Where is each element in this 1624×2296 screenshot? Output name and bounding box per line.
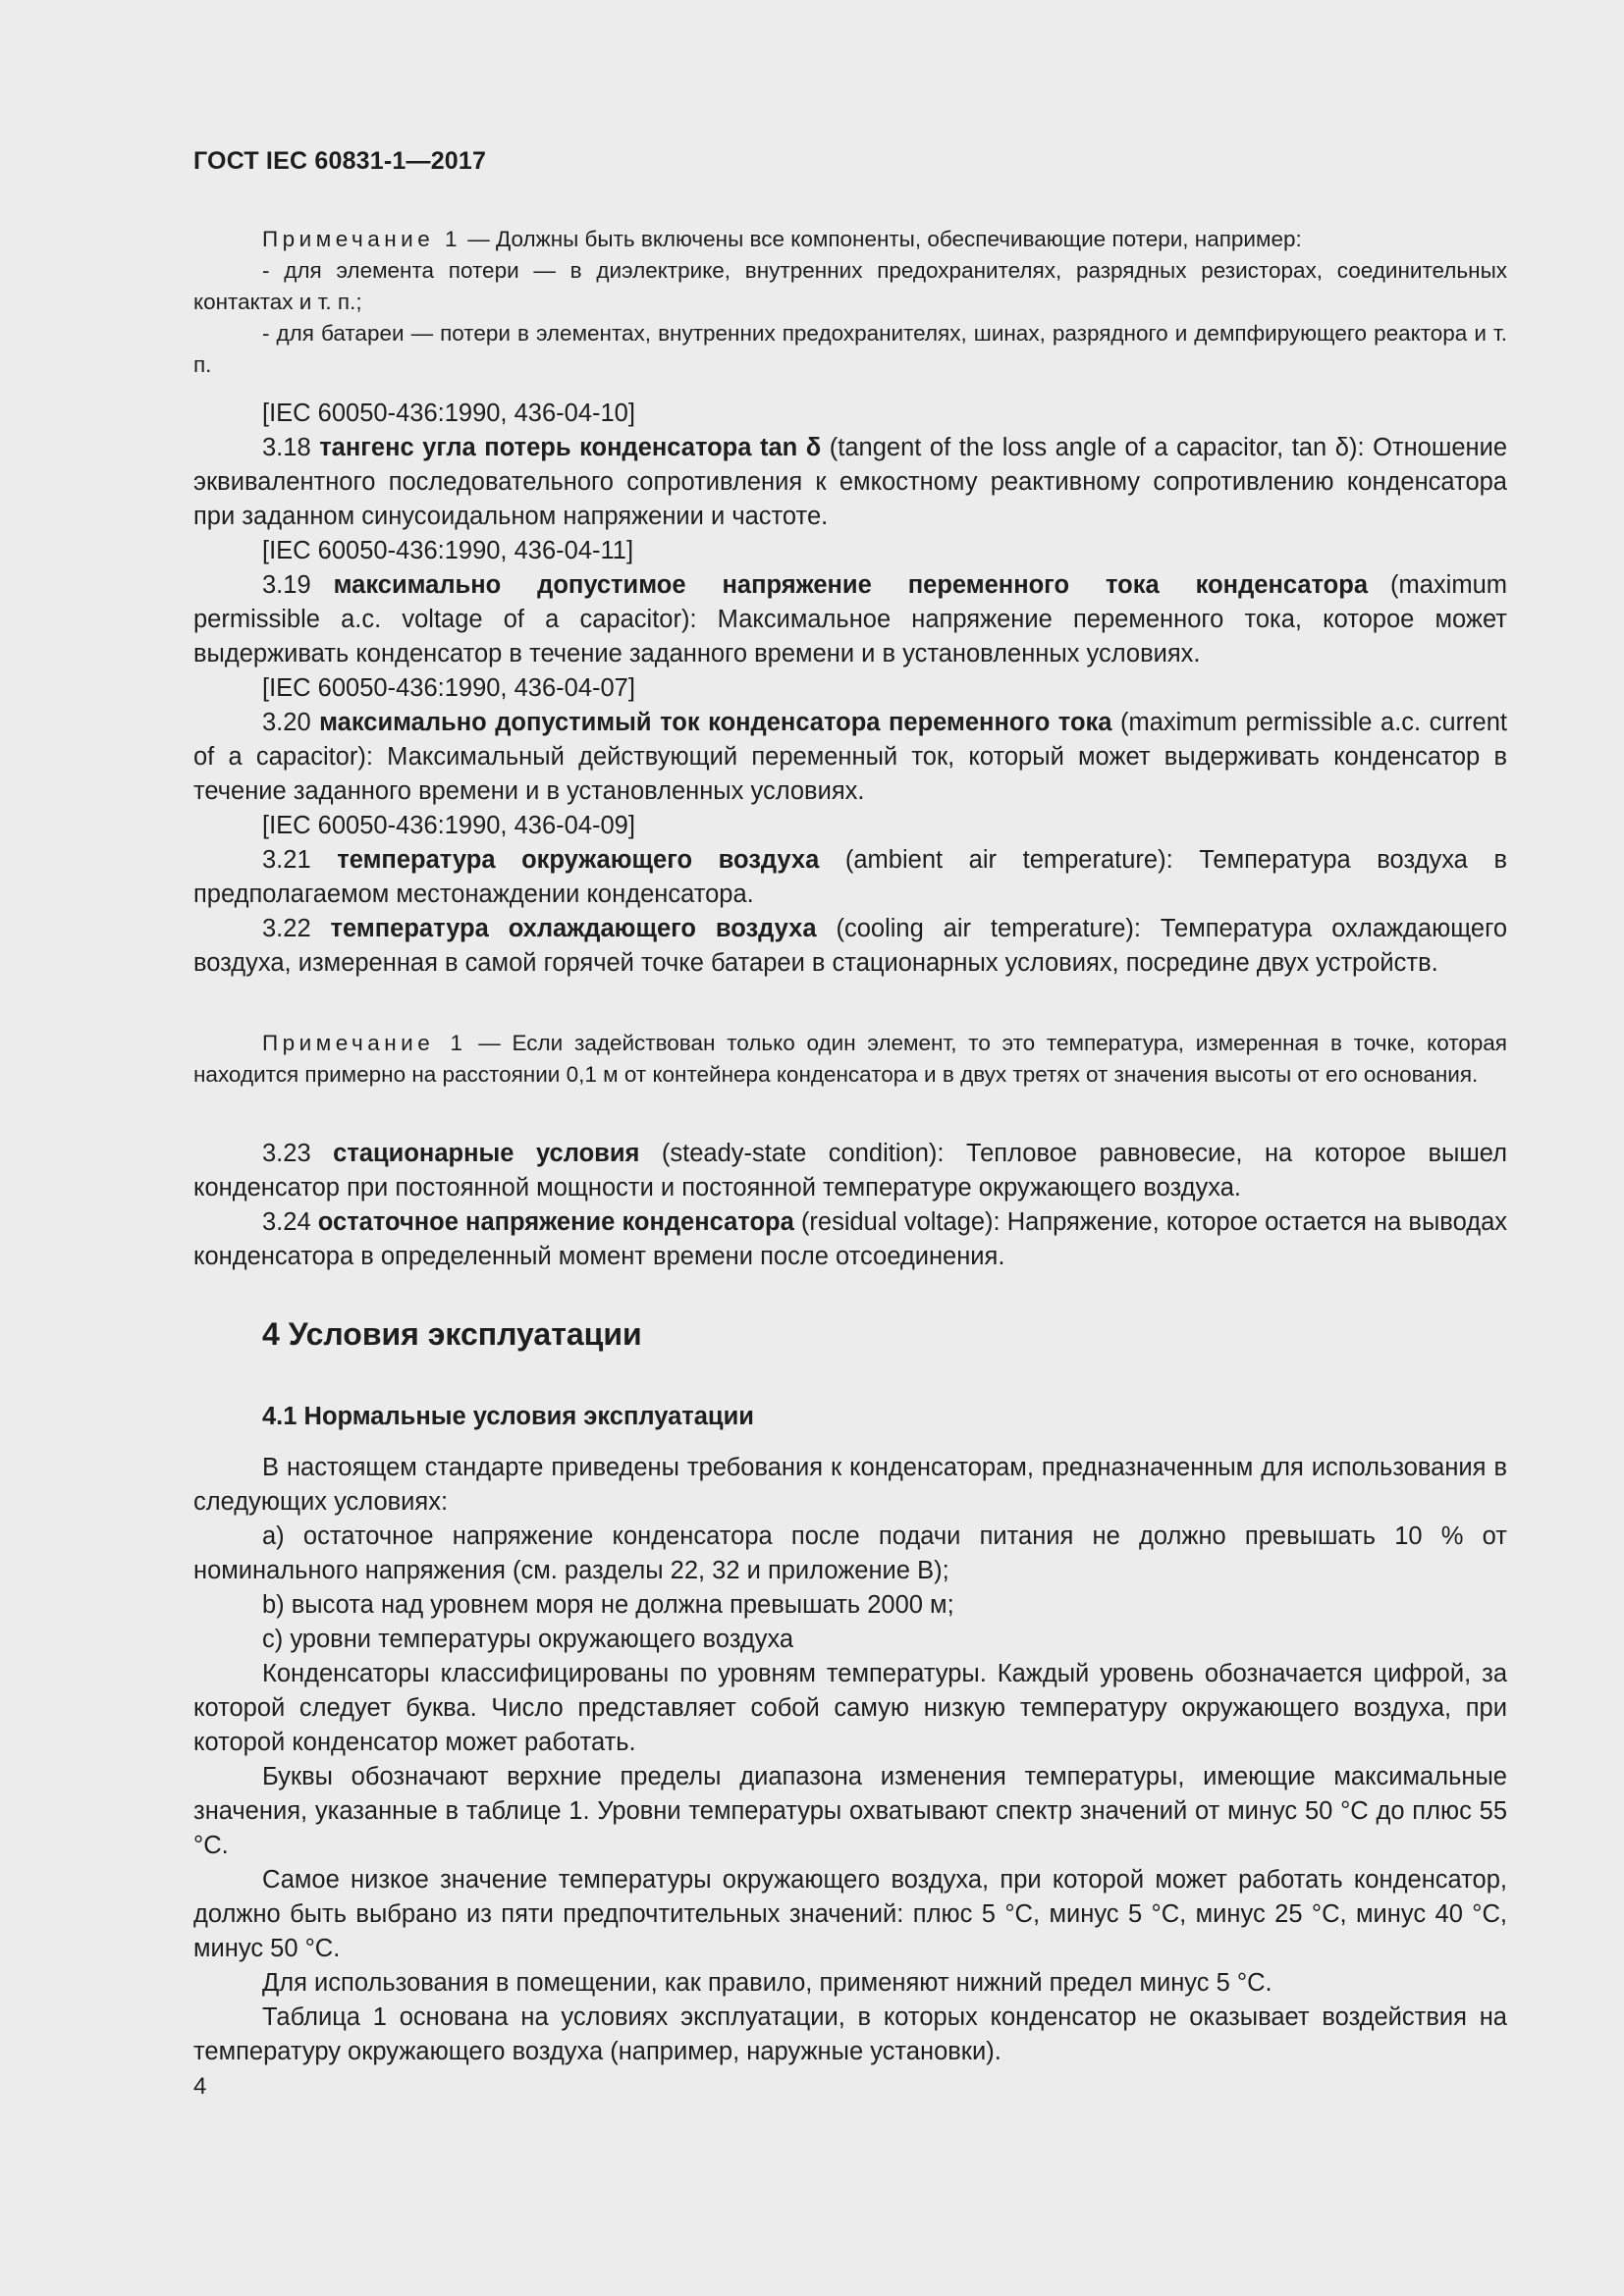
term-3-18: тангенс угла потерь конденсатора tan δ: [319, 434, 822, 461]
reference-436-04-07: [IEC 60050-436:1990, 436-04-07]: [262, 674, 635, 702]
term-3-20: максимально допустимый ток конденсатора переменного тока: [319, 709, 1112, 736]
section-4-title: 4 Условия эксплуатации: [262, 1316, 642, 1352]
paragraph-temperature-classes: Конденсаторы классифицированы по уровням температуры. Каждый уровень обозначается цифрой, за которой следует буква. Число представляет собой самую низкую температуру окружающего воздуха, при которой конденсатор может работать.: [193, 1660, 1507, 1756]
definition-3-21: 3.21 температура окружающего воздуха (ambient air temperature): Температура воздуха в предполагаемом местонаждении конденсатора.: [193, 846, 1507, 908]
definition-3-19: 3.19 максимально допустимое напряжение переменного тока конденсатора (maximum permissible a.c. voltage of a capacitor): Максимальное напряжение переменного тока, которое может выдерживать конденсатор в течение заданного времени и в установленных условиях.: [193, 571, 1508, 667]
term-3-23: стационарные условия: [333, 1140, 640, 1167]
note-1-line-element: - для элемента потери — в диэлектрике, внутренних предохранителях, разрядных резисторах, соединительных контактах и т. п.;: [193, 258, 1507, 314]
definition-3-22: 3.22 температура охлаждающего воздуха (cooling air temperature): Температура охлаждающего воздуха, измеренная в самой горячей точке батареи в стационарных условиях, посредине двух устройств.: [193, 915, 1507, 977]
page-number: 4: [193, 2073, 207, 2100]
section-4-1-intro: В настоящем стандарте приведены требования к конденсаторам, предназначенным для использования в следующих условиях:: [193, 1454, 1507, 1516]
paragraph-table-1: Таблица 1 основана на условиях эксплуатации, в которых конденсатор не оказывает воздействия на температуру окружающего воздуха (например, наружные установки).: [193, 2003, 1507, 2065]
definition-3-18: 3.18 тангенс угла потерь конденсатора tan δ (tangent of the loss angle of a capacitor, tan δ): Отношение эквивалентного последовательного сопротивления к емкостному реактивному сопротивлению конденсатора при заданном синусоидальном напряжении и частоте.: [193, 434, 1508, 530]
term-3-22: температура охлаждающего воздуха: [330, 915, 817, 942]
condition-item-a: a) остаточное напряжение конденсатора после подачи питания не должно превышать 10 % от номинального напряжения (см. разделы 22, 32 и приложение В);: [193, 1522, 1507, 1584]
paragraph-letters: Буквы обозначают верхние пределы диапазона изменения температуры, имеющие максимальные значения, указанные в таблице 1. Уровни температуры охватывают спектр значений от минус 50 °С до плюс 55 °С.: [193, 1763, 1507, 1859]
section-4-1-body: [193, 1451, 1507, 2069]
section-4-1-title: 4.1 Нормальные условия эксплуатации: [262, 1403, 754, 1430]
document-header: ГОСТ IEC 60831-1—2017: [193, 147, 487, 175]
reference-436-04-11: [IEC 60050-436:1990, 436-04-11]: [262, 537, 634, 564]
definitions-block-2: [193, 1137, 1507, 1274]
term-3-19: максимально допустимое напряжение переменного тока конденсатора: [333, 571, 1369, 599]
term-3-21: температура окружающего воздуха: [337, 846, 820, 874]
note-1: [193, 224, 1507, 381]
reference-436-04-10: [IEC 60050-436:1990, 436-04-10]: [262, 400, 635, 427]
note-1-intro: Примечание 1 — Должны быть включены все компоненты, обеспечивающие потери, например:: [262, 227, 1302, 251]
paragraph-indoor: Для использования в помещении, как правило, применяют нижний предел минус 5 °С.: [262, 1969, 1272, 1997]
condition-item-c: c) уровни температуры окружающего воздуха: [262, 1626, 794, 1653]
note-1-line-battery: - для батареи — потери в элементах, внутренних предохранителях, шинах, разрядного и демпфирующего реактора и т. п.: [193, 321, 1507, 377]
note-2-label: Примечание 1: [262, 1031, 467, 1055]
paragraph-lowest-value: Самое низкое значение температуры окружающего воздуха, при которой может работать конденсатор, должно быть выбрано из пяти предпочтительных значений: плюс 5 °С, минус 5 °С, минус 25 °С, минус 40 °С, минус 50 °С.: [193, 1866, 1507, 1962]
definition-3-24: 3.24 остаточное напряжение конденсатора (residual voltage): Напряжение, которое остается на выводах конденсатора в определенный момент времени после отсоединения.: [193, 1208, 1508, 1270]
definition-3-20: 3.20 максимально допустимый ток конденсатора переменного тока (maximum permissible a.c. current of a capacitor): Максимальный действующий переменный ток, который может выдерживать конденсатор в течение заданного времени и в установленных условиях.: [193, 709, 1508, 805]
note-1-label: Примечание 1: [262, 227, 461, 251]
definitions-block: [193, 397, 1507, 981]
definition-3-23: 3.23 стационарные условия (steady-state condition): Тепловое равновесие, на которое вышел конденсатор при постоянной мощности и постоянной температуре окружающего воздуха.: [193, 1140, 1507, 1201]
note-2: [193, 1028, 1507, 1091]
term-3-24: остаточное напряжение конденсатора: [317, 1208, 794, 1236]
note-2-text: Примечание 1 — Если задействован только один элемент, то это температура, измеренная в точке, которая находится примерно на расстоянии 0,1 м от контейнера конденсатора и в двух третях от значения высоты от его основания.: [193, 1031, 1507, 1087]
condition-item-b: b) высота над уровнем моря не должна превышать 2000 м;: [262, 1591, 954, 1619]
reference-436-04-09: [IEC 60050-436:1990, 436-04-09]: [262, 812, 635, 839]
